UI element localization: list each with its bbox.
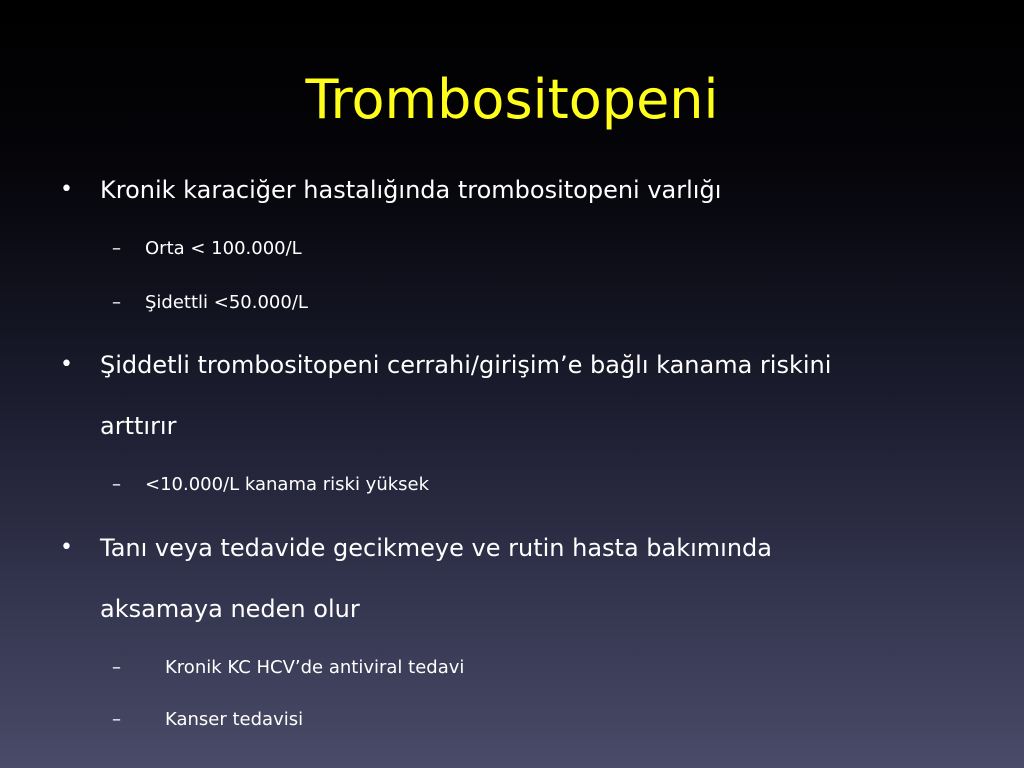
dash-icon: –	[112, 292, 121, 313]
bullet-icon: •	[60, 177, 73, 202]
bullet-text: arttırır	[100, 412, 177, 440]
sub-text: <10.000/L kanama riski yüksek	[145, 474, 430, 495]
bullet-icon: •	[60, 535, 73, 560]
bullet-icon: •	[60, 352, 73, 377]
dash-icon: –	[112, 238, 121, 259]
sub-text: Şidettli <50.000/L	[145, 292, 308, 313]
dash-icon: –	[112, 657, 121, 678]
bullet-text: Şiddetli trombositopeni cerrahi/girişim’e bağlı kanama riskini	[100, 351, 832, 379]
bullet-text: Tanı veya tedavide gecikmeye ve rutin hasta bakımında	[100, 534, 772, 562]
bullet-text: aksamaya neden olur	[100, 595, 360, 623]
dash-icon: –	[112, 709, 121, 730]
dash-icon: –	[112, 474, 121, 495]
bullet-text: Kronik karaciğer hastalığında trombositopeni varlığı	[100, 176, 722, 204]
sub-text: Kronik KC HCV’de antiviral tedavi	[165, 657, 465, 678]
slide-title: Trombositopeni	[305, 68, 719, 131]
sub-text: Orta < 100.000/L	[145, 238, 302, 259]
sub-text: Kanser tedavisi	[165, 709, 304, 730]
